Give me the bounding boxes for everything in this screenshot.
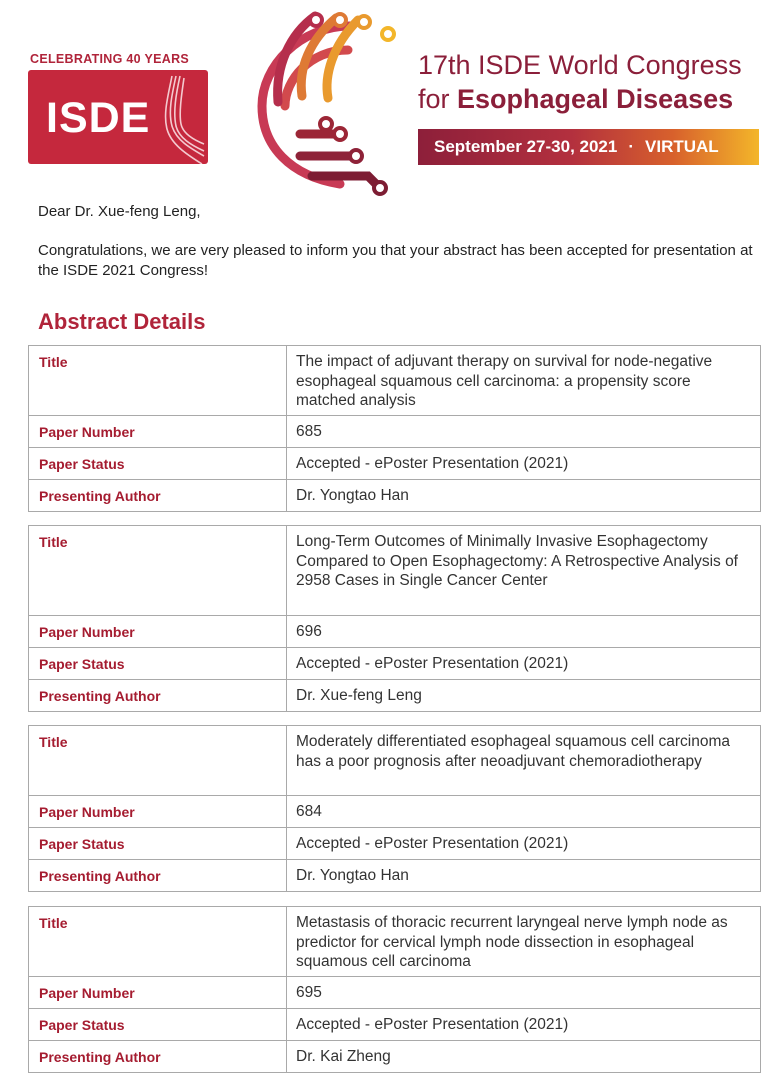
paper-number: 696 <box>287 616 761 648</box>
paper-status-label: Paper Status <box>29 448 287 480</box>
paper-number-row <box>29 416 761 448</box>
letter-intro: Congratulations, we are very pleased to inform you that your abstract has been accepted for presentation at the ISDE 2021 Congress! <box>38 242 753 279</box>
paper-number: 684 <box>287 796 761 828</box>
paper-number-row <box>29 796 761 828</box>
isde-logo-text: ISDE <box>46 94 151 142</box>
esophagus-line-art-icon <box>146 74 206 164</box>
paper-number-label: Paper Number <box>29 416 287 448</box>
presenting-author-label: Presenting Author <box>29 480 287 512</box>
paper-number-label: Paper Number <box>29 796 287 828</box>
title-label: Title <box>29 346 287 416</box>
date-separator: · <box>628 137 635 156</box>
paper-status: Accepted - ePoster Presentation (2021) <box>287 1009 761 1041</box>
paper-number-label: Paper Number <box>29 616 287 648</box>
celebrating-tagline: CELEBRATING 40 YEARS <box>30 52 190 66</box>
abstract-title: Metastasis of thoracic recurrent laryngeal nerve lymph node as predictor for cervical lymph node dissection in esophageal squamous cell carcinoma <box>287 907 761 977</box>
title-row <box>29 346 761 416</box>
paper-status-row <box>29 1009 761 1041</box>
presenting-author-label: Presenting Author <box>29 1041 287 1073</box>
header-banner <box>0 0 782 200</box>
congress-title-prefix: for <box>418 84 450 114</box>
paper-number-label: Paper Number <box>29 977 287 1009</box>
abstract-table-2 <box>28 525 761 712</box>
title-row <box>29 907 761 977</box>
title-label: Title <box>29 907 287 977</box>
abstract-title: Long-Term Outcomes of Minimally Invasive Esophagectomy Compared to Open Esophagectomy: A Retrospective Analysis of 2958 Cases in Single Cancer Center <box>287 526 761 616</box>
congress-title-bold: Esophageal Diseases <box>457 84 734 114</box>
paper-status: Accepted - ePoster Presentation (2021) <box>287 648 761 680</box>
title-row <box>29 726 761 796</box>
abstract-title: Moderately differentiated esophageal squamous cell carcinoma has a poor prognosis after neoadjuvant chemoradiotherapy <box>287 726 761 796</box>
presenting-author-label: Presenting Author <box>29 680 287 712</box>
presenting-author-row <box>29 680 761 712</box>
presenting-author: Dr. Yongtao Han <box>287 860 761 892</box>
paper-status: Accepted - ePoster Presentation (2021) <box>287 828 761 860</box>
paper-status: Accepted - ePoster Presentation (2021) <box>287 448 761 480</box>
abstract-table-4 <box>28 906 761 1073</box>
paper-number: 695 <box>287 977 761 1009</box>
isde-logo <box>28 70 208 164</box>
congress-mode: VIRTUAL <box>645 137 719 156</box>
presenting-author-row <box>29 860 761 892</box>
paper-status-label: Paper Status <box>29 1009 287 1041</box>
congress-dates: September 27-30, 2021 <box>434 137 618 156</box>
paper-status-row <box>29 448 761 480</box>
presenting-author: Dr. Kai Zheng <box>287 1041 761 1073</box>
paper-status-label: Paper Status <box>29 648 287 680</box>
presenting-author: Dr. Xue-feng Leng <box>287 680 761 712</box>
letter-greeting: Dear Dr. Xue-feng Leng, <box>38 203 201 220</box>
abstract-table-3 <box>28 725 761 892</box>
paper-number-row <box>29 616 761 648</box>
presenting-author-row <box>29 1041 761 1073</box>
congress-date-bar <box>418 129 759 165</box>
title-label: Title <box>29 726 287 796</box>
paper-status-row <box>29 828 761 860</box>
abstract-title: The impact of adjuvant therapy on survival for node-negative esophageal squamous cell carcinoma: a propensity score matched analysis <box>287 346 761 416</box>
presenting-author-row <box>29 480 761 512</box>
congress-circuit-emblem-icon <box>240 6 400 201</box>
title-label: Title <box>29 526 287 616</box>
presenting-author-label: Presenting Author <box>29 860 287 892</box>
paper-number: 685 <box>287 416 761 448</box>
presenting-author: Dr. Yongtao Han <box>287 480 761 512</box>
abstract-details-heading: Abstract Details <box>38 309 206 334</box>
congress-title-line1: 17th ISDE World Congress <box>418 50 742 80</box>
abstract-table-1 <box>28 345 761 512</box>
paper-status-label: Paper Status <box>29 828 287 860</box>
paper-status-row <box>29 648 761 680</box>
congress-title-line2 <box>418 84 733 115</box>
title-row <box>29 526 761 616</box>
paper-number-row <box>29 977 761 1009</box>
